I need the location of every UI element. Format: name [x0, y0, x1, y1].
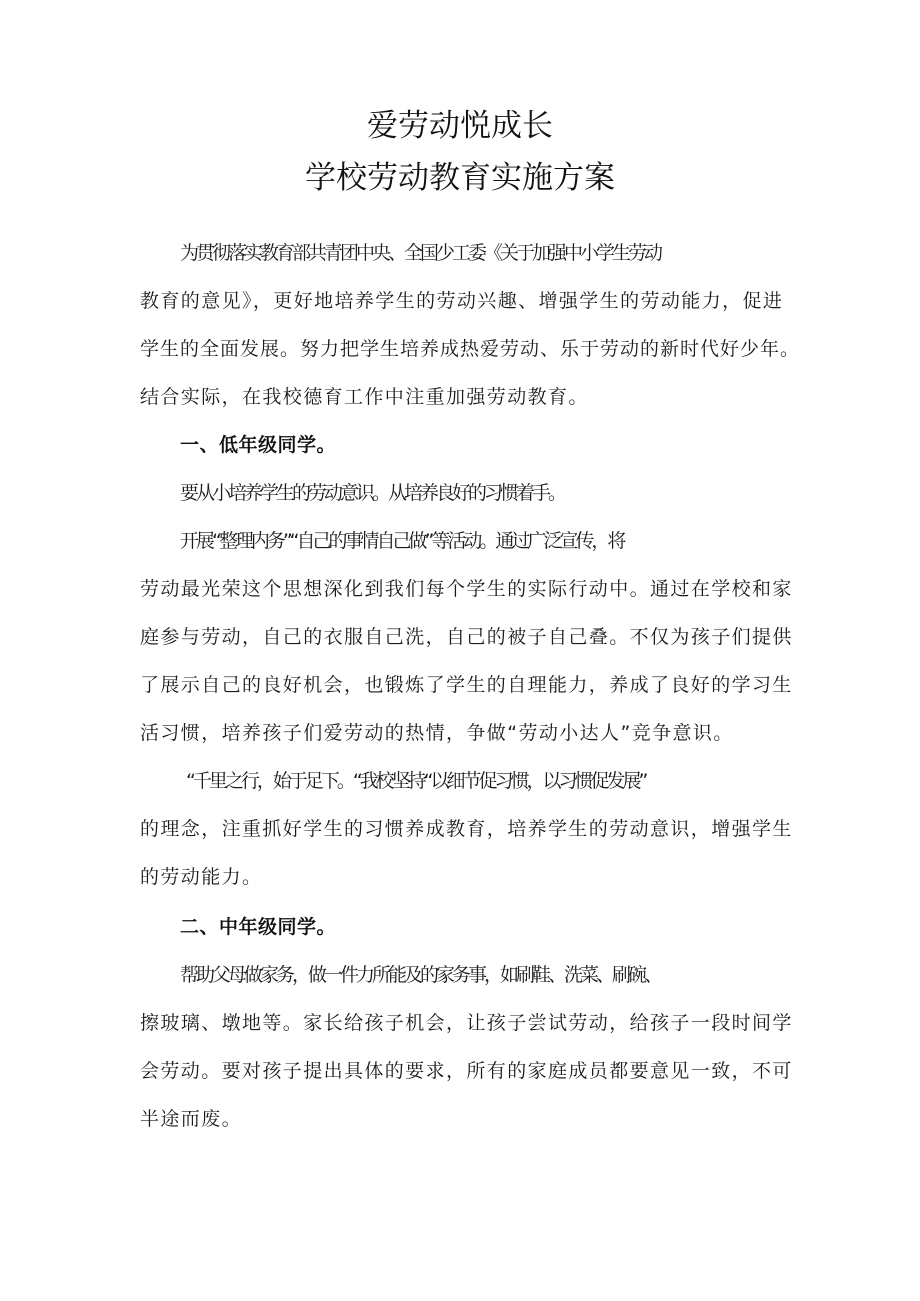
- paragraph-line: 活习惯，培养孩子们爱劳动的热情，争做“劳动小达人”竞争意识。: [140, 722, 734, 744]
- paragraph-line: 半途而废。: [140, 1108, 243, 1130]
- paragraph-line: “千里之行，始于足下。“我校坚持“以细节促习惯，以习惯促发展”: [186, 770, 646, 792]
- paragraph-line: 会劳动。要对孩子提出具体的要求，所有的家庭成员都要意见一致，不可: [140, 1060, 793, 1082]
- paragraph-line: 帮助父母做家务，做一件力所能及的家务事，如刷鞋、洗菜、刷碗、: [180, 964, 661, 986]
- paragraph-line: 擦玻璃、墩地等。家长给孩子机会，让孩子尝试劳动，给孩子一段时间学: [140, 1012, 793, 1034]
- intro-line: 学生的全面发展。努力把学生培养成热爱劳动、乐于劳动的新时代好少年。: [140, 338, 801, 360]
- intro-line: 教育的意见》，更好地培养学生的劳动兴趣、增强学生的劳动能力，促进: [140, 290, 784, 312]
- paragraph-line: 庭参与劳动，自己的衣服自己洗，自己的被子自己叠。不仅为孩子们提供: [140, 626, 793, 648]
- document-title: 爱劳动悦成长: [367, 108, 553, 144]
- intro-line: 为贯彻落实教育部共青团中央、全国少工委《关于加强中小学生劳动: [180, 242, 661, 264]
- paragraph-line: 的劳动能力。: [140, 866, 263, 888]
- document-subtitle: 学校劳动教育实施方案: [305, 160, 615, 196]
- section-heading-1: 一、低年级同学。: [180, 434, 337, 456]
- paragraph-line: 的理念，注重抓好学生的习惯养成教育，培养学生的劳动意识，增强学生: [140, 818, 793, 840]
- paragraph-line: 了展示自己的良好机会，也锻炼了学生的自理能力，养成了良好的学习生: [140, 674, 793, 696]
- paragraph-line: 开展“整理内务”“自己的事情自己做”等活动。通过广泛宣传，将: [180, 530, 624, 552]
- section-heading-2: 二、中年级同学。: [180, 916, 337, 938]
- paragraph-line: 要从小培养学生的劳动意识。从培养良好的习惯着手。: [180, 482, 565, 504]
- paragraph-line: 劳动最光荣这个思想深化到我们每个学生的实际行动中。通过在学校和家: [140, 578, 793, 600]
- intro-line: 结合实际，在我校德育工作中注重加强劳动教育。: [140, 386, 589, 408]
